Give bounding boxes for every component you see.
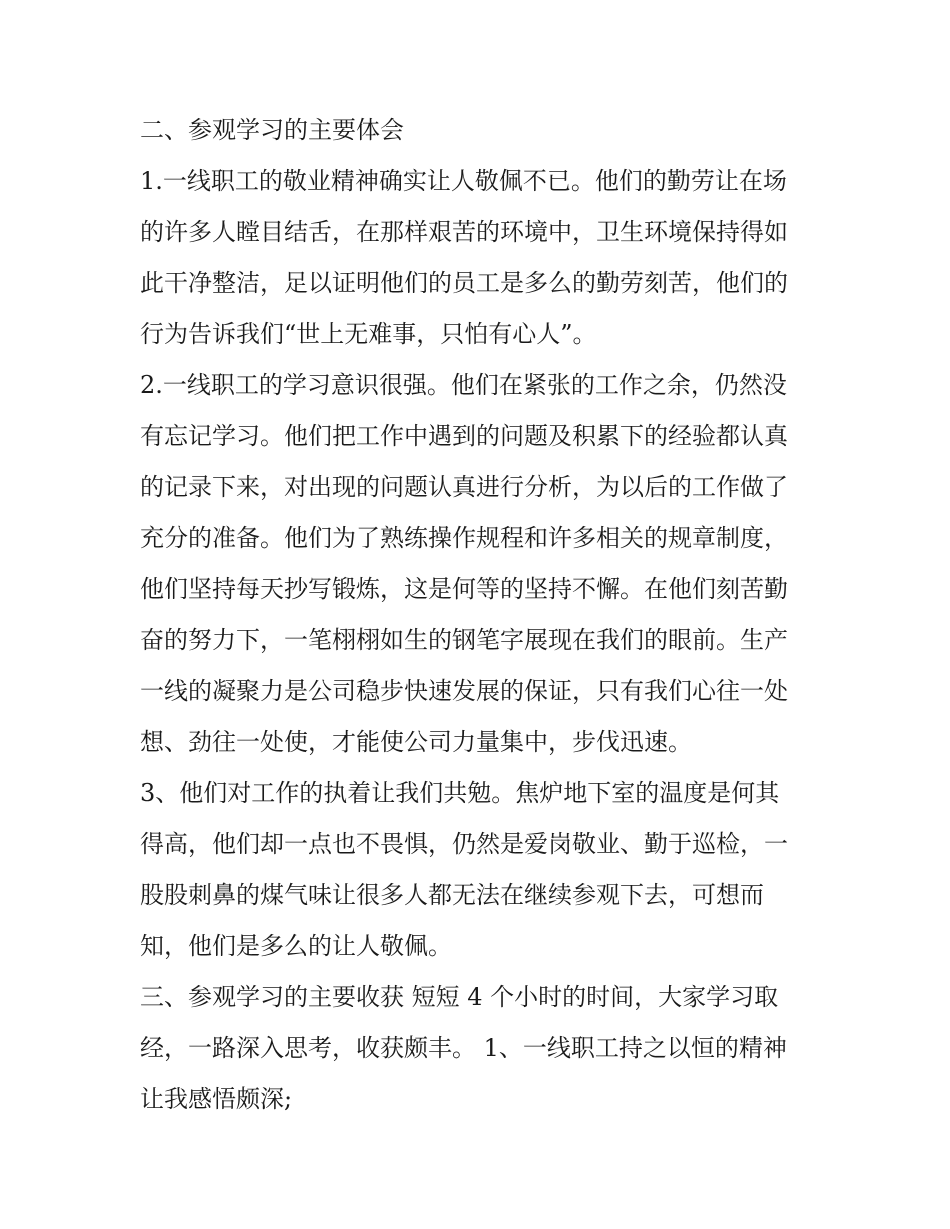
paragraph-line: 1.一线职工的敬业精神确实让人敬佩不已。他们的勤劳让在场 (140, 167, 787, 195)
paragraph-line: 此干净整洁，足以证明他们的员工是多么的勤劳刻苦，他们的 (140, 269, 788, 297)
paragraph-line: 的记录下来，对出现的问题认真进行分析，为以后的工作做了 (140, 473, 788, 501)
heading-section-2: 二、参观学习的主要体会 (140, 116, 404, 144)
paragraph-line: 行为告诉我们“世上无难事，只怕有心人”。 (140, 320, 597, 348)
paragraph-line: 想、劲往一处使，才能使公司力量集中，步伐迅速。 (140, 728, 692, 756)
paragraph-line: 奋的努力下，一笔栩栩如生的钢笔字展现在我们的眼前。生产 (140, 626, 788, 654)
paragraph-line: 经，一路深入思考，收获颇丰。 1、一线职工持之以恒的精神 (140, 1034, 787, 1062)
paragraph-line: 3、他们对工作的执着让我们共勉。焦炉地下室的温度是何其 (140, 779, 780, 807)
paragraph-line: 股股刺鼻的煤气味让很多人都无法在继续参观下去，可想而 (140, 881, 764, 909)
paragraph-line: 有忘记学习。他们把工作中遇到的问题及积累下的经验都认真 (140, 422, 788, 450)
paragraph-line: 知，他们是多么的让人敬佩。 (140, 932, 452, 960)
paragraph-line: 得高，他们却一点也不畏惧，仍然是爱岗敬业、勤于巡检，一 (140, 830, 788, 858)
paragraph-line: 他们坚持每天抄写锻炼，这是何等的坚持不懈。在他们刻苦勤 (140, 575, 788, 603)
paragraph-line: 充分的准备。他们为了熟练操作规程和许多相关的规章制度， (140, 524, 788, 552)
paragraph-line: 一线的凝聚力是公司稳步快速发展的保证，只有我们心往一处 (140, 677, 788, 705)
paragraph-line: 的许多人瞠目结舌，在那样艰苦的环境中，卫生环境保持得如 (140, 218, 788, 246)
paragraph-line: 让我感悟颇深; (140, 1085, 293, 1113)
paragraph-line: 2.一线职工的学习意识很强。他们在紧张的工作之余，仍然没 (140, 371, 787, 399)
heading-section-3: 三、参观学习的主要收获 短短 4 个小时的时间，大家学习取 (140, 983, 779, 1011)
